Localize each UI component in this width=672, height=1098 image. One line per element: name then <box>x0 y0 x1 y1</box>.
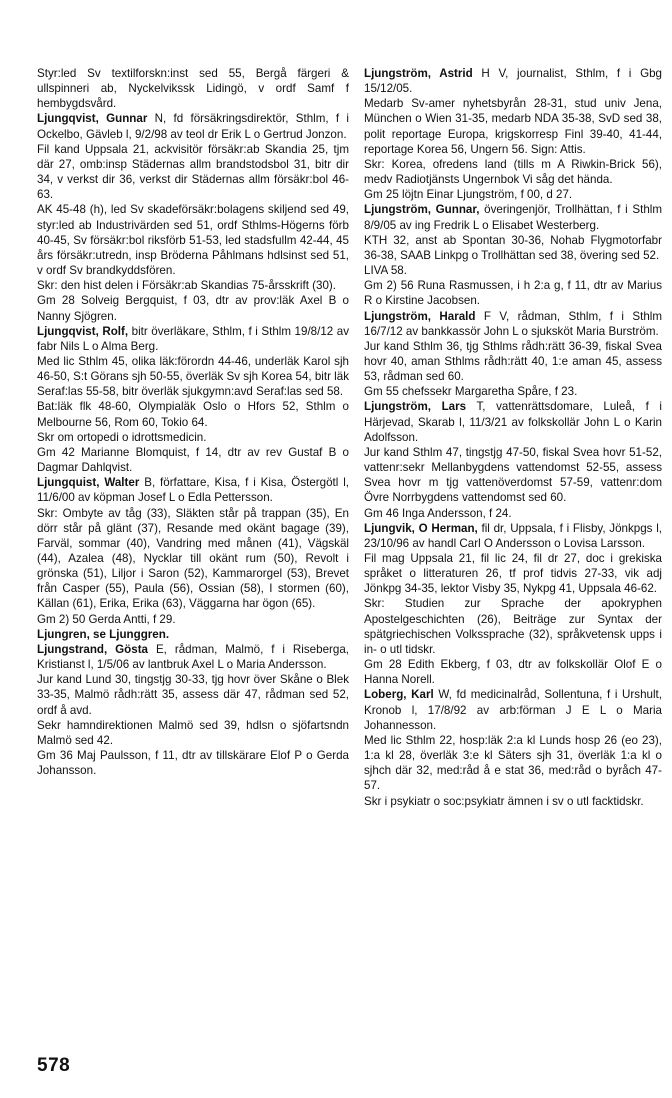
entry-text: Medarb Sv-amer nyhetsbyrån 28-31, stud univ Jena, München o Wien 31-35, medarb NDA 35-38, SvD sed 38, polit reportage Europa, krigskorresp Finl 39-40, 41-44, reportage Korea 56, Ungern 56. Sign: Attis. <box>364 97 662 156</box>
page-number: 578 <box>37 1055 71 1076</box>
entry-text: Gm 46 Inga Andersson, f 24. <box>364 506 512 520</box>
entry-ljungstrom-gunnar <box>364 202 662 308</box>
entry-headword: Ljungquist, Walter <box>37 476 140 490</box>
entry-text: Skr: Studien zur Sprache der apokryphen Apostelgeschichten (26), Beiträge zur Syntax der spätgriechischen Volkssprache (32), språkvetensk upps i in- o utl tidskr. <box>364 597 662 656</box>
entry-ljungstrand-gosta <box>37 642 349 778</box>
entry-text: bitr överläkare, Sthlm, f i Sthlm 19/8/12 av fabr Nils L o Alma Berg. <box>37 324 349 353</box>
entry-headword: Ljungqvist, Gunnar <box>37 112 148 126</box>
entry-text: Bat:läk flk 48-60, Olympialäk Oslo o Hfors 52, Sthlm o Melbourne 56, Rom 60, Tokio 64. <box>37 400 349 429</box>
entry-text: AK 45-48 (h), led Sv skadeförsäkr:bolagens skiljend sed 49, styr:led ab Industrivärden sed 51, ordf Sthlms-Högerns förb 40-45, Sv försäkr:bol riksförb 51-53, led stadsfullm 42-44, 45 års försäkr:utredn, insp Bröderna Påhlmans hdlsinst sed 51, v ordf Sv brandkyddsfören. <box>37 203 349 278</box>
entry-text: Gm 55 chefssekr Margaretha Spåre, f 23. <box>364 385 578 399</box>
entry-continuation <box>37 66 349 111</box>
entry-ljungvik-herman <box>364 521 662 688</box>
entry-text: Gm 36 Maj Paulsson, f 11, dtr av tillskärare Elof P o Gerda Johansson. <box>37 749 349 778</box>
right-column <box>364 66 662 809</box>
entry-headword: Ljungström, Lars <box>364 400 467 414</box>
entry-text: KTH 32, anst ab Spontan 30-36, Nohab Flygmotorfabr 36-38, SAAB Linkpg o Trollhättan sed 38, övering sed 52. <box>364 233 662 262</box>
entry-text: Med lic Sthlm 45, olika läk:förordn 44-46, underläk Karol sjh 46-50, S:t Görans sjh 50-55, överläk Sv sjh Korea 54, bitr läk Seraf:las 55-58, bitr överläk sjukgymn:avd Seraf:las sed 58. <box>37 354 349 399</box>
entry-headword: Ljungren, se Ljunggren. <box>37 627 170 641</box>
entry-ljungquist-walter <box>37 475 349 627</box>
entry-headword: Ljungqvist, Rolf, <box>37 324 129 338</box>
entry-ljungqvist-rolf <box>37 324 349 476</box>
entry-headword: Loberg, Karl <box>364 688 434 702</box>
entry-text: N, fd försäkringsdirektör, Sthlm, f i Ockelbo, Gävleb l, 9/2/98 av teol dr Erik L o Gertrud Jonzon. <box>37 112 349 141</box>
entry-text: Med lic Sthlm 22, hosp:läk 2:a kl Lunds hosp 26 (eo 23), 1:a kl 28, överläk 3:e kl Säters sjh 31, överläk 1:a kl o sjhch där 32, med:råd å e stat 36, med:råd o byråch 47-57. <box>364 733 662 793</box>
entry-text: Sekr hamndirektionen Malmö sed 39, hdlsn o sjöfartsndn Malmö sed 42. <box>37 718 349 747</box>
entry-text: Fil mag Uppsala 21, fil lic 24, fil dr 27, doc i grekiska språket o litteraturen 26, tf prof tidvis 27-33, vik adj Jönkpg 34-35, lektor Visby 35, Nykpg 41, Uppsala 46-62. <box>364 552 662 596</box>
entry-headword: Ljungström, Harald <box>364 309 476 323</box>
entry-text: W, fd medicinalråd, Sollentuna, f i Urshult, Kronob l, 17/8/92 av arb:förman J E L o Maria Johannesson. <box>364 688 662 732</box>
entry-text: Gm 2) 50 Gerda Antti, f 29. <box>37 612 176 626</box>
entry-text: fil dr, Uppsala, f i Flisby, Jönkpgs l, 23/10/96 av handl Carl O Andersson o Lovisa Larsson. <box>364 521 662 550</box>
entry-headword: Ljungström, Gunnar, <box>364 203 480 217</box>
entry-text: Skr: Korea, ofredens land (tills m A Riwkin-Brick 56), medv Radiotjänsts Ungernbok Vi såg det hända. <box>364 157 662 187</box>
entry-text: Skr: Ombyte av tåg (33), Släkten står på trappan (35), En dörr står på glänt (37), Resande med okänt bagage (39), Farväl, sommar (40), Vandring med månen (41), Vägskäl (44), Azalea (48), Nycklar till okänt rum (50), Revolt i grönska (51), Liljor i Saron (52), Kammarorgel (53), Brevet från Casper (55), Paula (56), Ossian (58), I stormen (60), Källan (61), Erika, Erika (63), Väggarna har ögon (65). <box>37 506 349 611</box>
entry-ljungqvist-gunnar <box>37 111 349 323</box>
entry-text: Fil kand Uppsala 21, ackvisitör försäkr:ab Skandia 25, tjm där 27, omb:insp Städernas allm brandstodsbol 31, bitr dir 34, v verkst dir 36, verkst dir Städernas allm försäkr:bol 46-63. <box>37 142 349 202</box>
entry-text: T, vattenrättsdomare, Luleå, f i Härjevad, Skarab l, 11/3/21 av folkskollär John L o Karin Adolfsson. <box>364 400 662 444</box>
entry-text: Gm 25 löjtn Einar Ljungström, f 00, d 27. <box>364 188 573 202</box>
entry-text: överingenjör, Trollhättan, f i Sthlm 8/9/05 av ing Fredrik L o Elisabet Westerberg. <box>364 203 663 232</box>
entry-text: Gm 42 Marianne Blomquist, f 14, dtr av rev Gustaf B o Dagmar Dahlqvist. <box>37 445 349 475</box>
entry-text: Styr:led Sv textilforskn:inst sed 55, Bergå färgeri & ullspinneri ab, Nyckelvikssk Lidingö, v ordf Samf f hembygdsvård. <box>37 67 349 111</box>
entry-text: Gm 28 Edith Ekberg, f 03, dtr av folkskollär Olof E o Hanna Norell. <box>364 658 662 687</box>
entry-headword: Ljungstrand, Gösta <box>37 642 148 656</box>
entry-text: Skr om ortopedi o idrottsmedicin. <box>37 430 207 444</box>
entry-headword: Ljungvik, O Herman, <box>364 521 478 535</box>
entry-ljungstrom-astrid <box>364 66 662 202</box>
entry-loberg-karl <box>364 687 662 808</box>
entry-ljungren <box>37 627 349 642</box>
entry-text: Skr: den hist delen i Försäkr:ab Skandias 75-årsskrift (30). <box>37 279 336 293</box>
entry-headword: Ljungström, Astrid <box>364 67 473 80</box>
entry-text: Gm 28 Solveig Bergquist, f 03, dtr av prov:läk Axel B o Nanny Sjögren. <box>37 294 349 323</box>
entry-ljungstrom-lars <box>364 399 662 520</box>
entry-text: E, rådman, Malmö, f i Riseberga, Kristianst l, 1/5/06 av lantbruk Axel L o Maria Andersson. <box>37 642 349 672</box>
entry-text: Gm 2) 56 Runa Rasmussen, i h 2:a g, f 11, dtr av Marius R o Kirstine Jacobsen. <box>364 279 662 308</box>
entry-text: Jur kand Sthlm 36, tjg Sthlms rådh:rätt 36-39, fiskal Svea hovr 40, aman Sthlms rådh:rätt 40, 1:e aman 45, assess 53, rådman sed 60. <box>364 339 662 384</box>
entry-text: Jur kand Sthlm 47, tingstjg 47-50, fiskal Svea hovr 51-52, vattenr:sekr Mellanbygdens vattendomst 52-55, assess Svea hovr m tjg vattenöverdomst 57-59, vattenr:dom Övre Norrbygdens vattendomst sed 60. <box>364 445 662 505</box>
entry-text: Skr i psykiatr o soc:psykiatr ämnen i sv o utl facktidskr. <box>364 794 644 808</box>
left-column <box>37 66 349 778</box>
entry-text: Jur kand Lund 30, tingstjg 30-33, tjg hovr över Skåne o Blek 33-35, Malmö rådh:rätt 35, assess där 47, rådman sed 52, ordf å avd. <box>37 673 349 717</box>
entry-text: B, författare, Kisa, f i Kisa, Östergötl l, 11/6/00 av köpman Josef L o Edla Pettersson. <box>37 476 350 505</box>
entry-text: F V, rådman, Sthlm, f i Sthlm 16/7/12 av bankkassör John L o sjuksköt Maria Burström. <box>364 309 662 338</box>
entry-text: LIVA 58. <box>364 264 407 278</box>
entry-text: H V, journalist, Sthlm, f i Gbg 15/12/05. <box>364 67 662 96</box>
entry-ljungstrom-harald <box>364 309 662 400</box>
